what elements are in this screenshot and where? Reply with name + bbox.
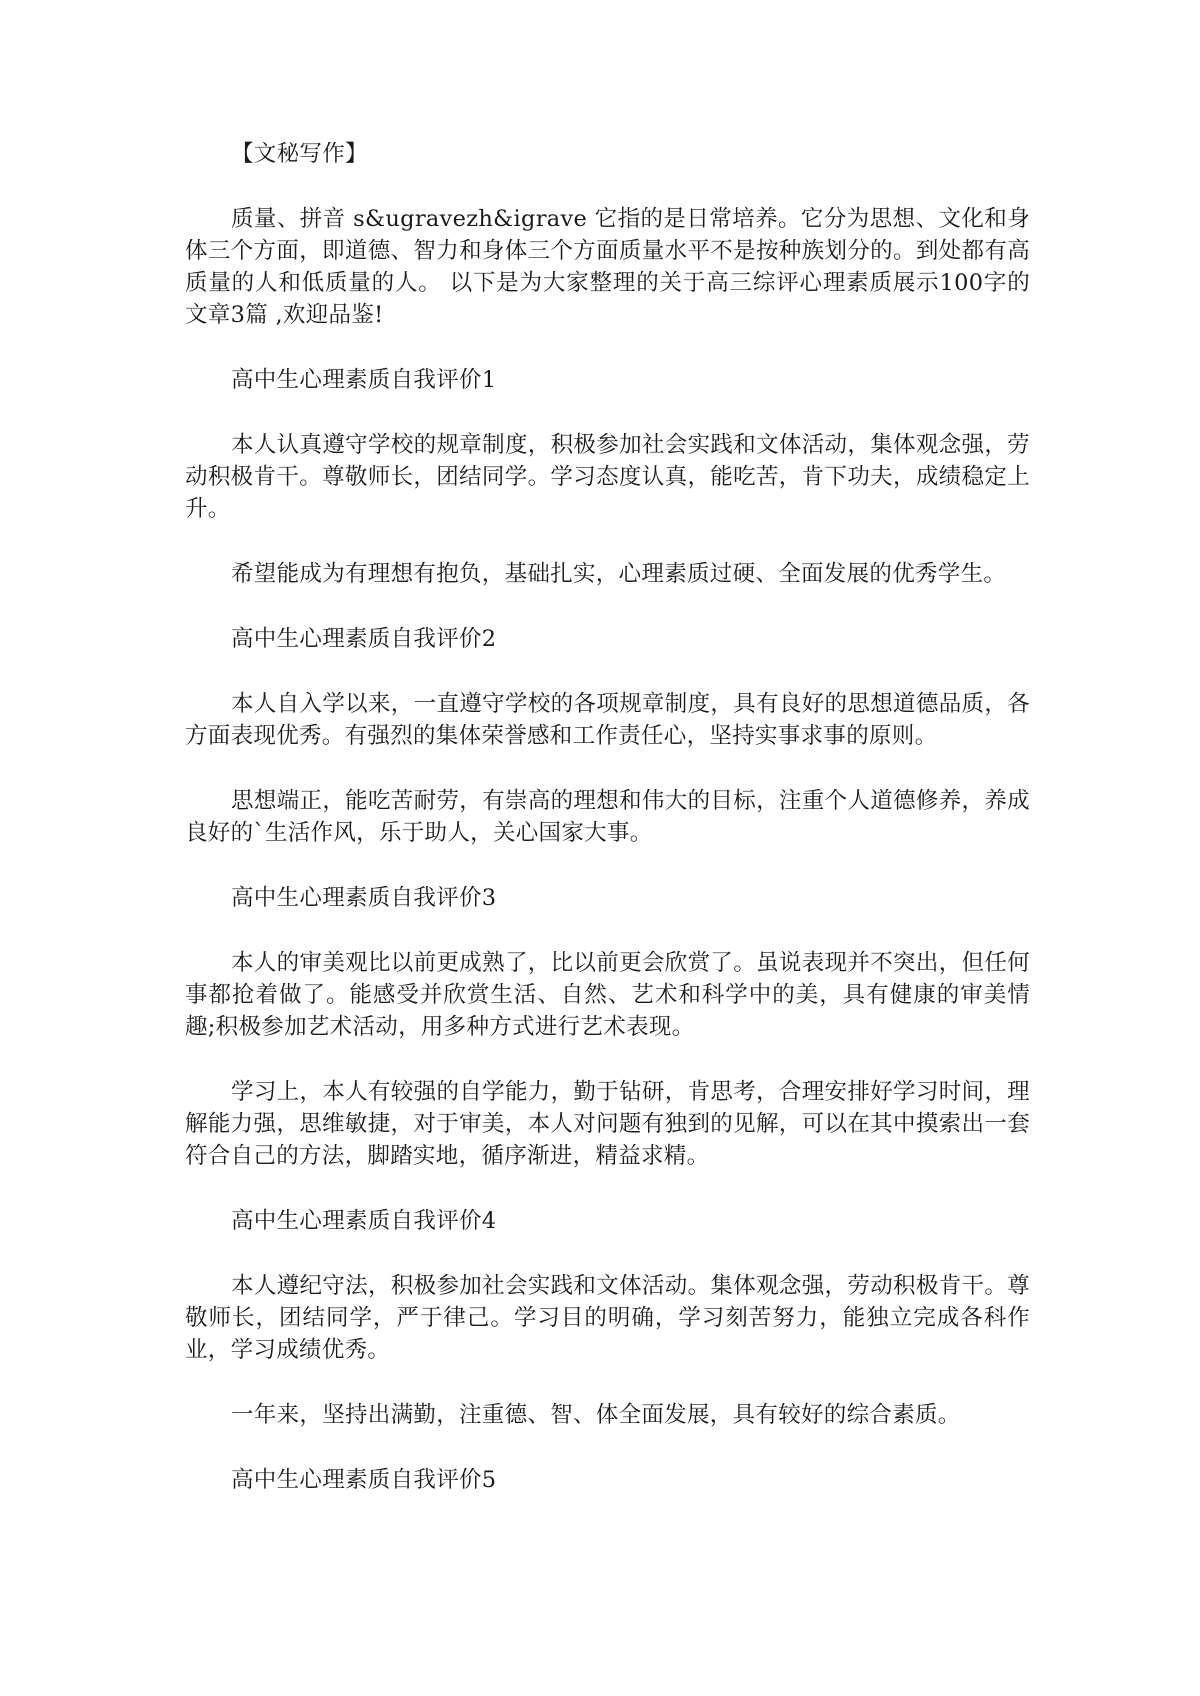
section-title-3: 高中生心理素质自我评价3 (231, 885, 497, 911)
intro-paragraph: 质量、拼音 s&ugravezh&igrave 它指的是日常培养。它分为思想、文化和身体三个方面，即道德、智力和身体三个方面质量水平不是按种族划分的。到处都有高质量的人和低质量的人。 以下是为大家整理的关于高三综评心理素质展示100字的文章3篇 ,欢迎品鉴! (185, 206, 1030, 328)
document-body (185, 138, 1030, 1529)
section-1-paragraph-1: 本人认真遵守学校的规章制度，积极参加社会实践和文体活动，集体观念强，劳动积极肯干。尊敬师长，团结同学。学习态度认真，能吃苦，肯下功夫，成绩稳定上升。 (185, 432, 1030, 522)
section-4-paragraph-1: 本人遵纪守法，积极参加社会实践和文体活动。集体观念强，劳动积极肯干。尊敬师长，团结同学，严于律己。学习目的明确，学习刻苦努力，能独立完成各科作业，学习成绩优秀。 (185, 1273, 1030, 1363)
section-title-1: 高中生心理素质自我评价1 (231, 367, 497, 393)
section-title-2: 高中生心理素质自我评价2 (231, 626, 497, 652)
section-3-paragraph-1: 本人的审美观比以前更成熟了，比以前更会欣赏了。虽说表现并不突出，但任何事都抢着做了。能感受并欣赏生活、自然、艺术和科学中的美，具有健康的审美情趣;积极参加艺术活动，用多种方式进行艺术表现。 (185, 950, 1030, 1040)
section-2-paragraph-1: 本人自入学以来，一直遵守学校的各项规章制度，具有良好的思想道德品质，各方面表现优秀。有强烈的集体荣誉感和工作责任心，坚持实事求事的原则。 (185, 691, 1030, 749)
section-3-paragraph-2: 学习上，本人有较强的自学能力，勤于钻研，肯思考，合理安排好学习时间，理解能力强，思维敏捷，对于审美，本人对问题有独到的见解，可以在其中摸索出一套符合自己的方法，脚踏实地，循序渐进，精益求精。 (185, 1079, 1030, 1169)
section-title-4: 高中生心理素质自我评价4 (231, 1208, 497, 1234)
document-tag: 【文秘写作】 (231, 141, 368, 167)
section-2-paragraph-2: 思想端正，能吃苦耐劳，有崇高的理想和伟大的目标，注重个人道德修养，养成良好的`生活作风，乐于助人，关心国家大事。 (185, 788, 1030, 846)
section-title-5: 高中生心理素质自我评价5 (231, 1467, 497, 1493)
section-1-paragraph-2: 希望能成为有理想有抱负，基础扎实，心理素质过硬、全面发展的优秀学生。 (231, 561, 1007, 587)
section-4-paragraph-2: 一年来，坚持出满勤，注重德、智、体全面发展，具有较好的综合素质。 (231, 1402, 961, 1428)
